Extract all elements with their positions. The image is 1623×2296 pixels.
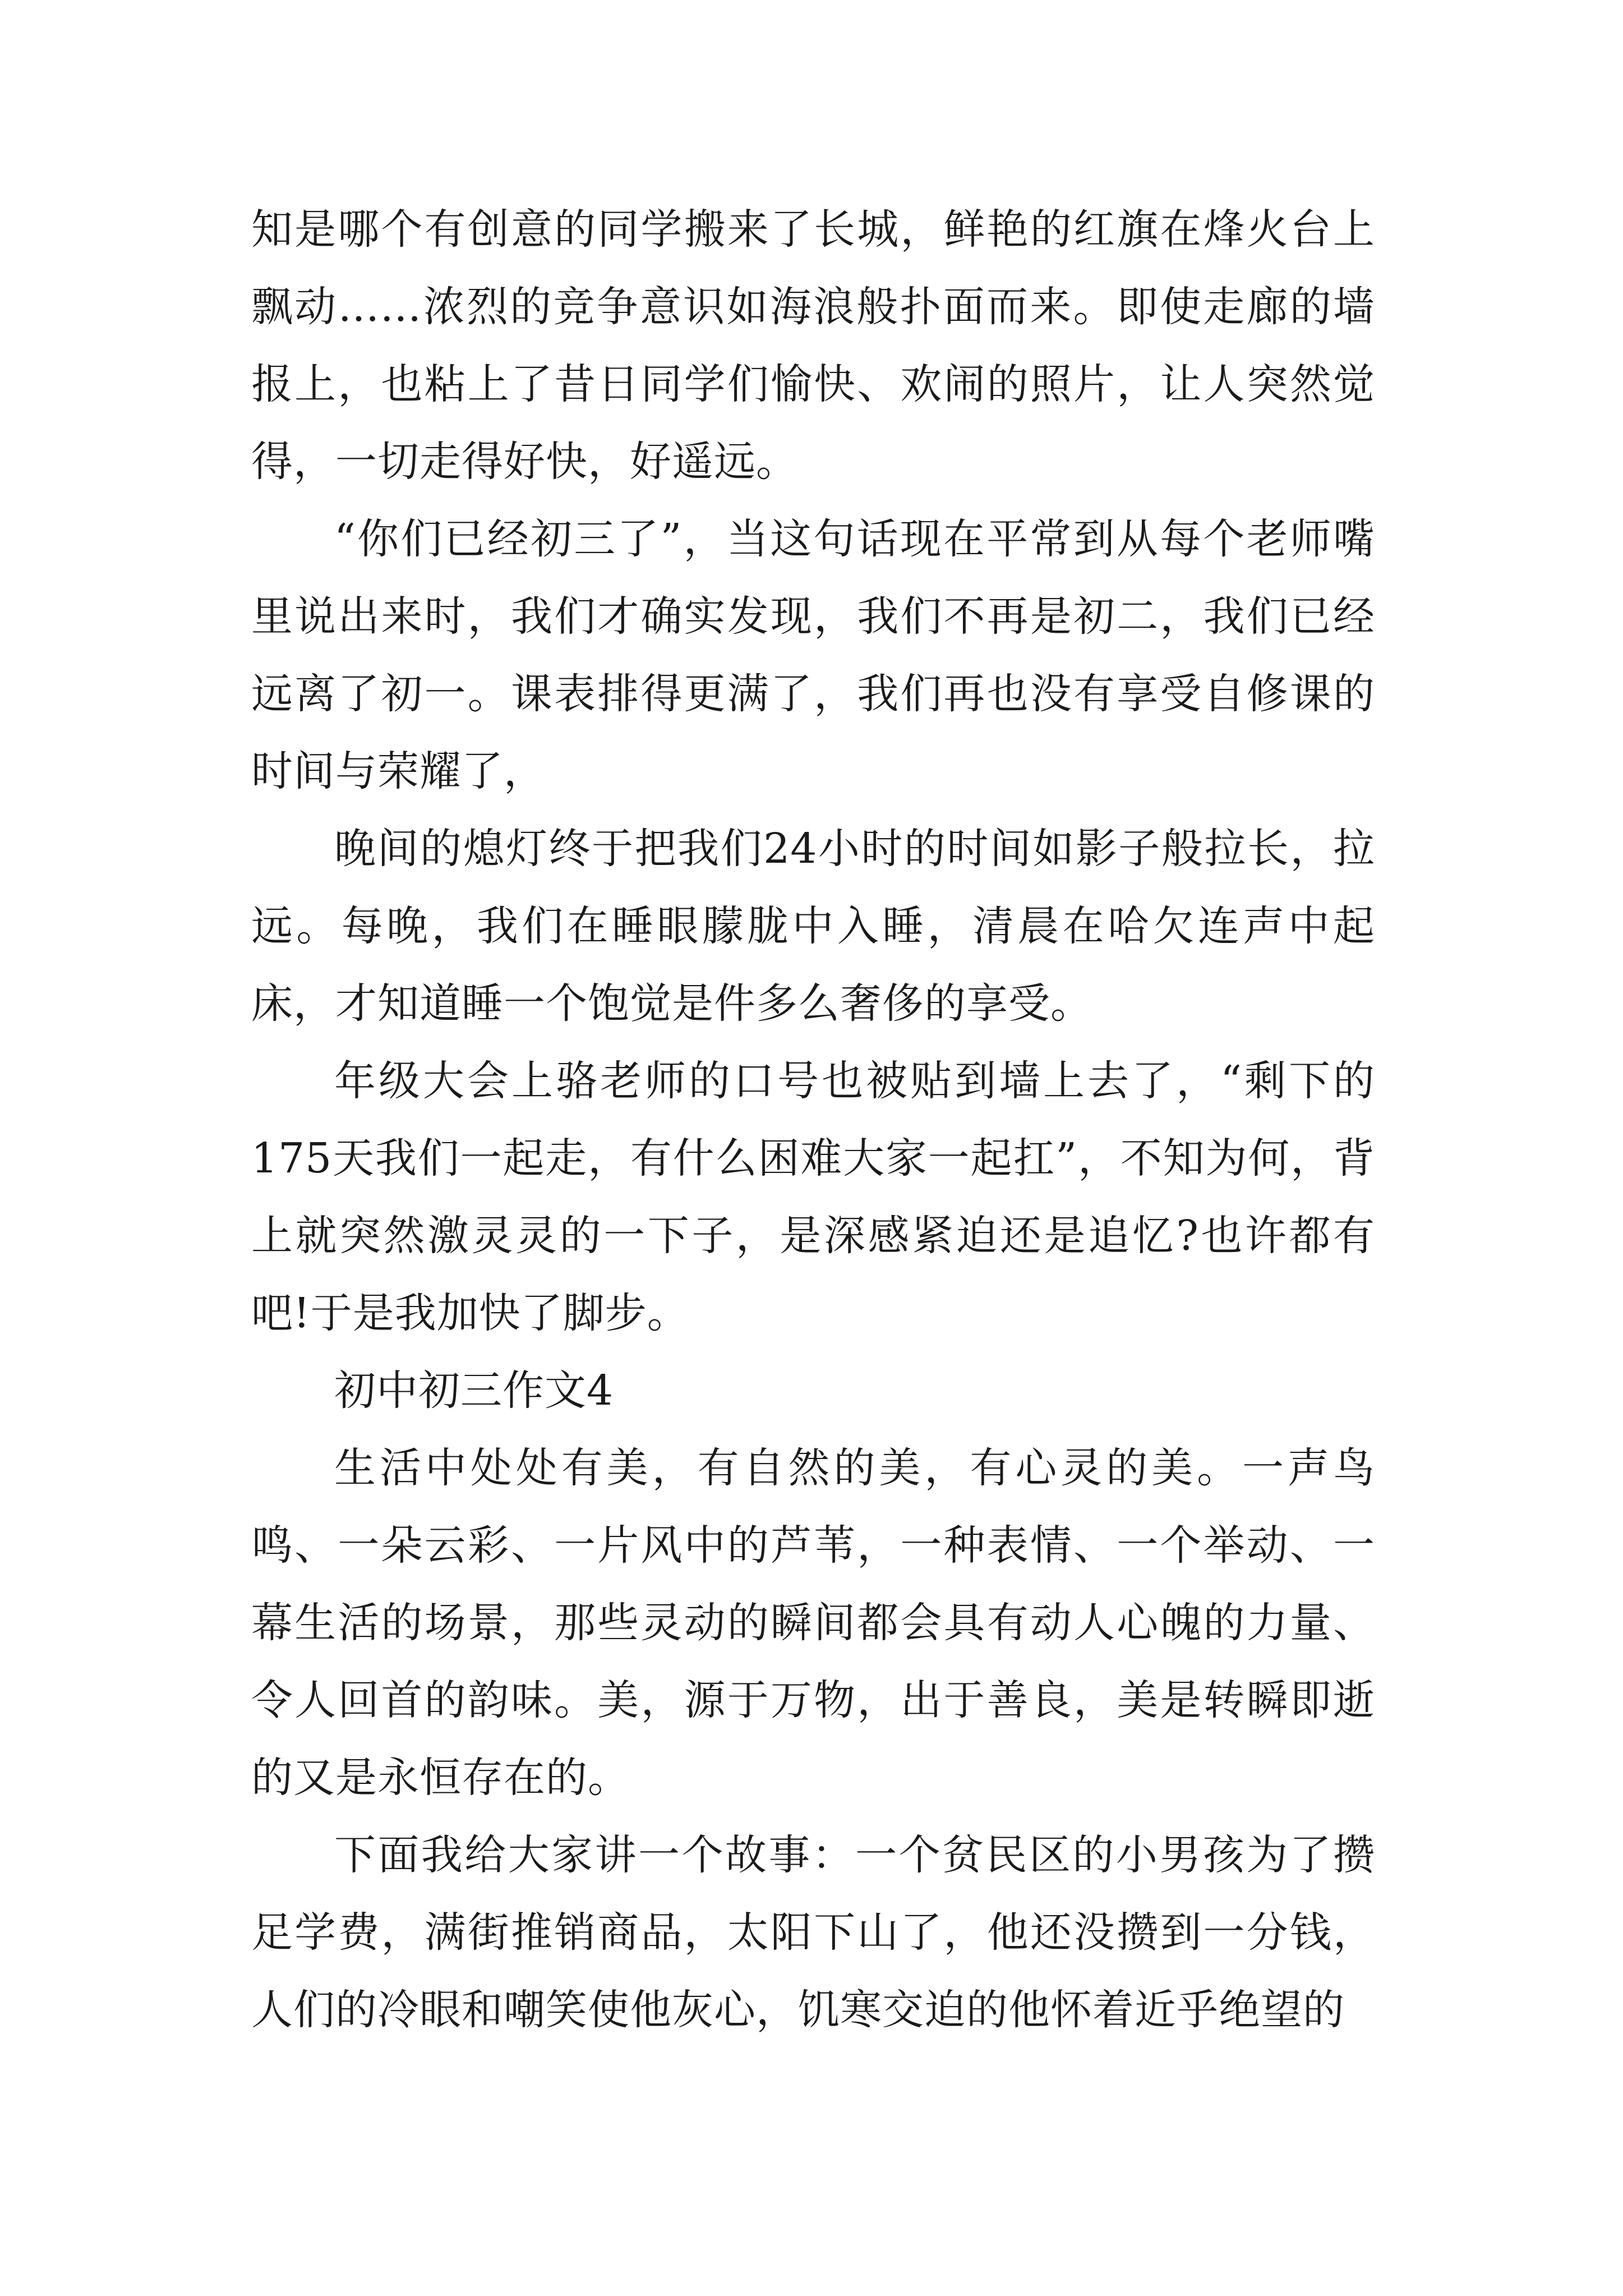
paragraph: 晚间的熄灯终于把我们24小时的时间如影子般拉长，拉远。每晚，我们在睡眼朦胧中入睡，清晨在哈欠连声中起床，才知道睡一个饱觉是件多么奢侈的享受。	[251, 825, 1375, 1028]
paragraph: 生活中处处有美，有自然的美，有心灵的美。一声鸟鸣、一朵云彩、一片风中的芦苇，一种表情、一个举动、一幕生活的场景，那些灵动的瞬间都会具有动人心魄的力量、令人回首的韵味。美，源于万物，出于善良，美是转瞬即逝的又是永恒存在的。	[251, 1444, 1375, 1802]
paragraph: 下面我给大家讲一个故事：一个贫民区的小男孩为了攒足学费，满街推销商品，太阳下山了，他还没攒到一分钱，人们的冷眼和嘲笑使他灰心，饥寒交迫的他怀着近乎绝望的	[251, 1831, 1375, 2034]
paragraph: 年级大会上骆老师的口号也被贴到墙上去了，“剩下的175天我们一起走，有什么困难大家一起扛”，不知为何，背上就突然激灵灵的一下子，是深感紧迫还是追忆?也许都有吧!于是我加快了脚步。	[251, 1057, 1375, 1337]
body-text	[251, 191, 1375, 2049]
section-heading: 初中初三作文4	[334, 1366, 614, 1415]
paragraph: “你们已经初三了”，当这句话现在平常到从每个老师嘴里说出来时，我们才确实发现，我们不再是初二，我们已经远离了初一。课表排得更满了，我们再也没有享受自修课的时间与荣耀了，	[251, 515, 1375, 795]
paragraph: 知是哪个有创意的同学搬来了长城，鲜艳的红旗在烽火台上飘动……浓烈的竞争意识如海浪般扑面而来。即使走廊的墙报上，也粘上了昔日同学们愉快、欢闹的照片，让人突然觉得，一切走得好快，好遥远。	[251, 205, 1375, 486]
